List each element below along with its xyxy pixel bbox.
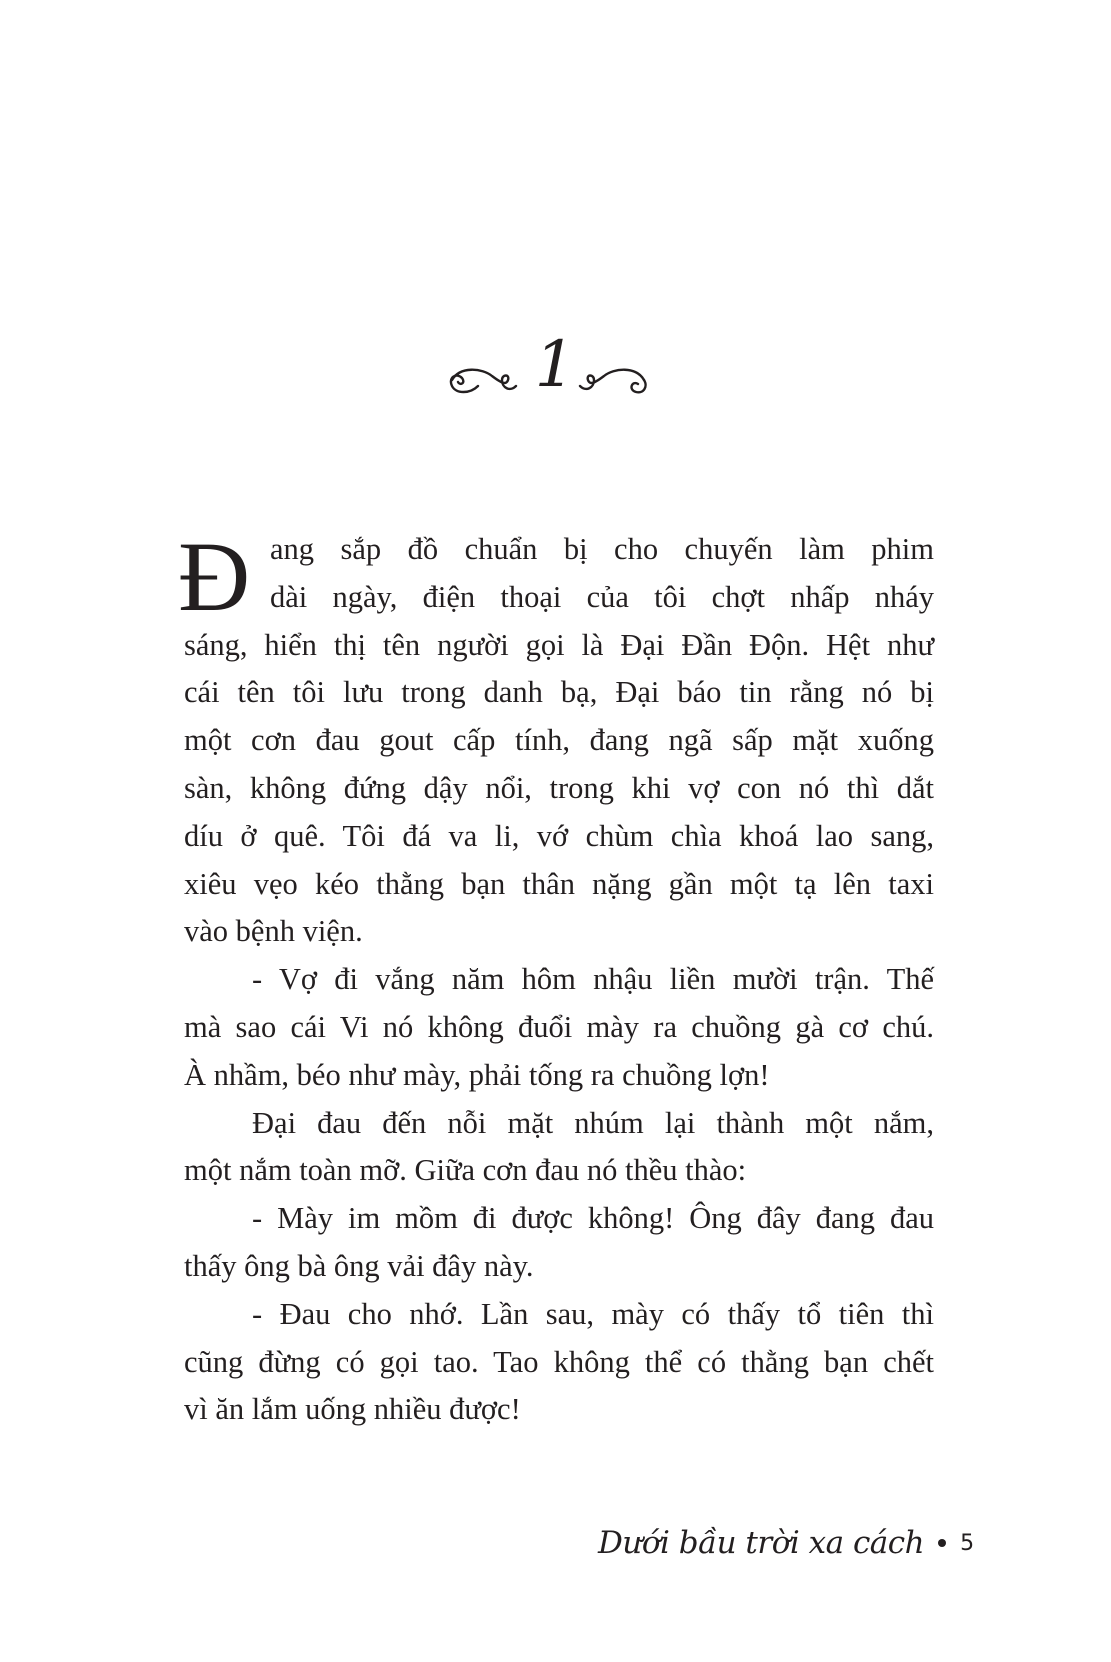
text-line: một cơn đau gout cấp tính, đang ngã sấp mặt xuống: [184, 723, 934, 758]
chapter-heading: [430, 328, 680, 406]
chapter-body-text: [178, 521, 934, 1434]
text-line: một nắm toàn mỡ. Giữa cơn đau nó thều thào:: [184, 1153, 747, 1188]
chapter-number: 1: [534, 328, 576, 402]
text-line: sáng, hiển thị tên người gọi là Đại Đần Độn. Hệt như: [184, 627, 934, 662]
text-line: vì ăn lắm uống nhiều được!: [184, 1392, 521, 1427]
text-line: thấy ông bà ông vải đây này.: [184, 1248, 534, 1283]
text-line: À nhầm, béo như mày, phải tống ra chuồng lợn!: [184, 1057, 770, 1092]
text-line: vào bệnh viện.: [184, 914, 363, 949]
bullet-separator-icon: [938, 1539, 946, 1547]
page-number: 5: [960, 1530, 975, 1556]
text-line: ang sắp đồ chuẩn bị cho chuyến làm phim: [270, 532, 934, 566]
text-line: cũng đừng có gọi tao. Tao không thể có thằng bạn chết: [184, 1344, 934, 1379]
text-line: Đại đau đến nỗi mặt nhúm lại thành một nắm,: [252, 1105, 934, 1140]
drop-cap: Đ: [178, 521, 251, 632]
text-line: sàn, không đứng dậy nổi, trong khi vợ con nó thì dắt: [184, 770, 934, 805]
page-footer: [598, 1518, 974, 1568]
text-line: cái tên tôi lưu trong danh bạ, Đại báo tin rằng nó bị: [184, 675, 934, 710]
text-line: dài ngày, điện thoại của tôi chợt nhấp nháy: [270, 579, 934, 614]
text-line: díu ở quê. Tôi đá va li, vớ chùm chìa khoá lao sang,: [184, 818, 934, 853]
text-line: xiêu vẹo kéo thằng bạn thân nặng gần một tạ lên taxi: [184, 866, 934, 901]
text-line: - Đau cho nhớ. Lần sau, mày có thấy tổ tiên thì: [252, 1296, 934, 1331]
text-line: - Vợ đi vắng năm hôm nhậu liền mười trận. Thế: [252, 962, 934, 997]
text-line: mà sao cái Vi nó không đuổi mày ra chuồng gà cơ chú.: [184, 1009, 934, 1044]
text-line: - Mày im mồm đi được không! Ông đây đang đau: [252, 1201, 934, 1236]
running-book-title: Dưới bầu trời xa cách: [598, 1525, 925, 1561]
